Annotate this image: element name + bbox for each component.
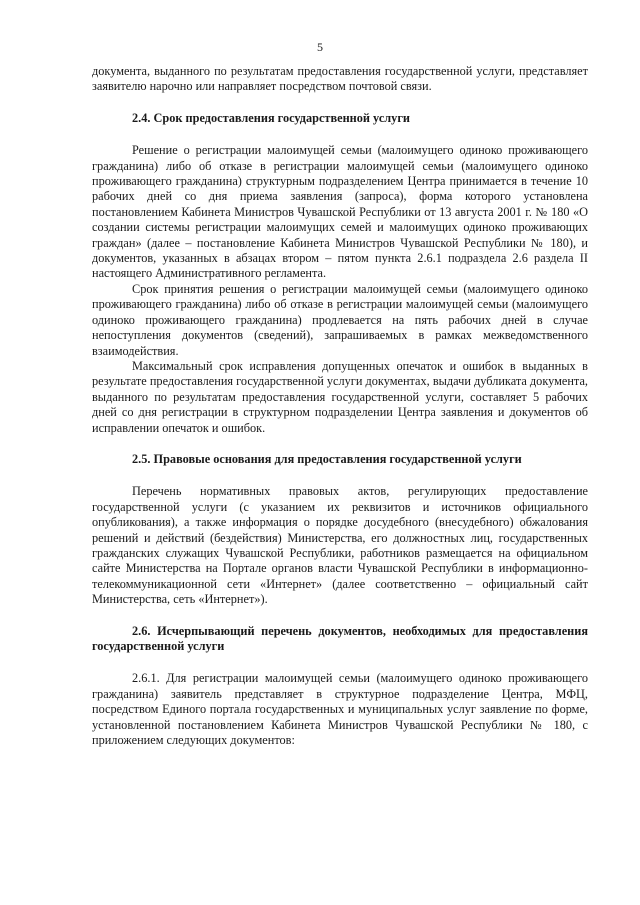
paragraph-2-5-legal-basis: Перечень нормативных правовых актов, регулирующих предоставление государственной услуги (с указанием их реквизитов и источников официального опубликования), а также информация о порядке досудебного (внесудебного) обжалования решений и действий (бездействия) Министерства, его должностных лиц, государственных гражданских служащих Чувашской Республики, работников размещается на официальном сайте Министерства на Портале органов власти Чувашской Республики в информационно-телекоммуникационной сети «Интернет» (далее соответственно – официальный сайт Министерства, сеть «Интернет»).	[92, 484, 588, 607]
paragraph-2-6-1-documents: 2.6.1. Для регистрации малоимущей семьи (малоимущего одиноко проживающего гражданина) заявитель представляет в структурное подразделение Центра, МФЦ, посредством Единого портала государственных и муниципальных услуг заявление по форме, установленной постановлением Кабинета Министров Чувашской Республики № 180, с приложением следующих документов:	[92, 671, 588, 748]
section-heading-2-5: 2.5. Правовые основания для предоставления государственной услуги	[132, 451, 522, 466]
paragraph-2-4-decision-term: Решение о регистрации малоимущей семьи (малоимущего одиноко проживающего гражданина) либо об отказе в регистрации малоимущей семьи (малоимущего одиноко проживающего гражданина) структурным подразделением Центра принимается в течение 10 рабочих дней со дня приема заявления (запроса), форма которого установлена постановлением Кабинета Министров Чувашской Республики от 13 августа 2001 г. № 180 «О создании системы регистрации малоимущих семей и малоимущих одиноко проживающих граждан» (далее – постановление Кабинета Министров Чувашской Республики № 180), и документов, указанных в абзацах втором – пятом пункта 2.6.1 подраздела 2.6 раздела II настоящего Административного регламента.	[92, 143, 588, 281]
section-heading-2-6: 2.6. Исчерпывающий перечень документов, необходимых для предоставления государственной услуги	[92, 623, 588, 653]
paragraph-2-4-corrections: Максимальный срок исправления допущенных опечаток и ошибок в выданных в результате предоставления государственной услуги документах, выдачи дубликата документа, выданного по результатам предоставления государственной услуги, составляет 5 рабочих дней со дня регистрации в структурном подразделении Центра заявления и документов об исправлении опечаток и ошибок.	[92, 358, 588, 435]
page-number: 5	[317, 40, 323, 54]
section-heading-2-4: 2.4. Срок предоставления государственной услуги	[132, 110, 410, 125]
paragraph-2-4-extension: Срок принятия решения о регистрации малоимущей семьи (малоимущего одиноко проживающего гражданина) либо об отказе в регистрации малоимущей семьи (малоимущего одиноко проживающего гражданина) продлевается на пять рабочих дней в случае непоступления документов (сведений), запрашиваемых в рамках межведомственного взаимодействия.	[92, 281, 588, 358]
intro-paragraph: документа, выданного по результатам предоставления государственной услуги, представляет заявителю нарочно или направляет посредством почтовой связи.	[92, 64, 588, 94]
document-body	[92, 64, 588, 748]
